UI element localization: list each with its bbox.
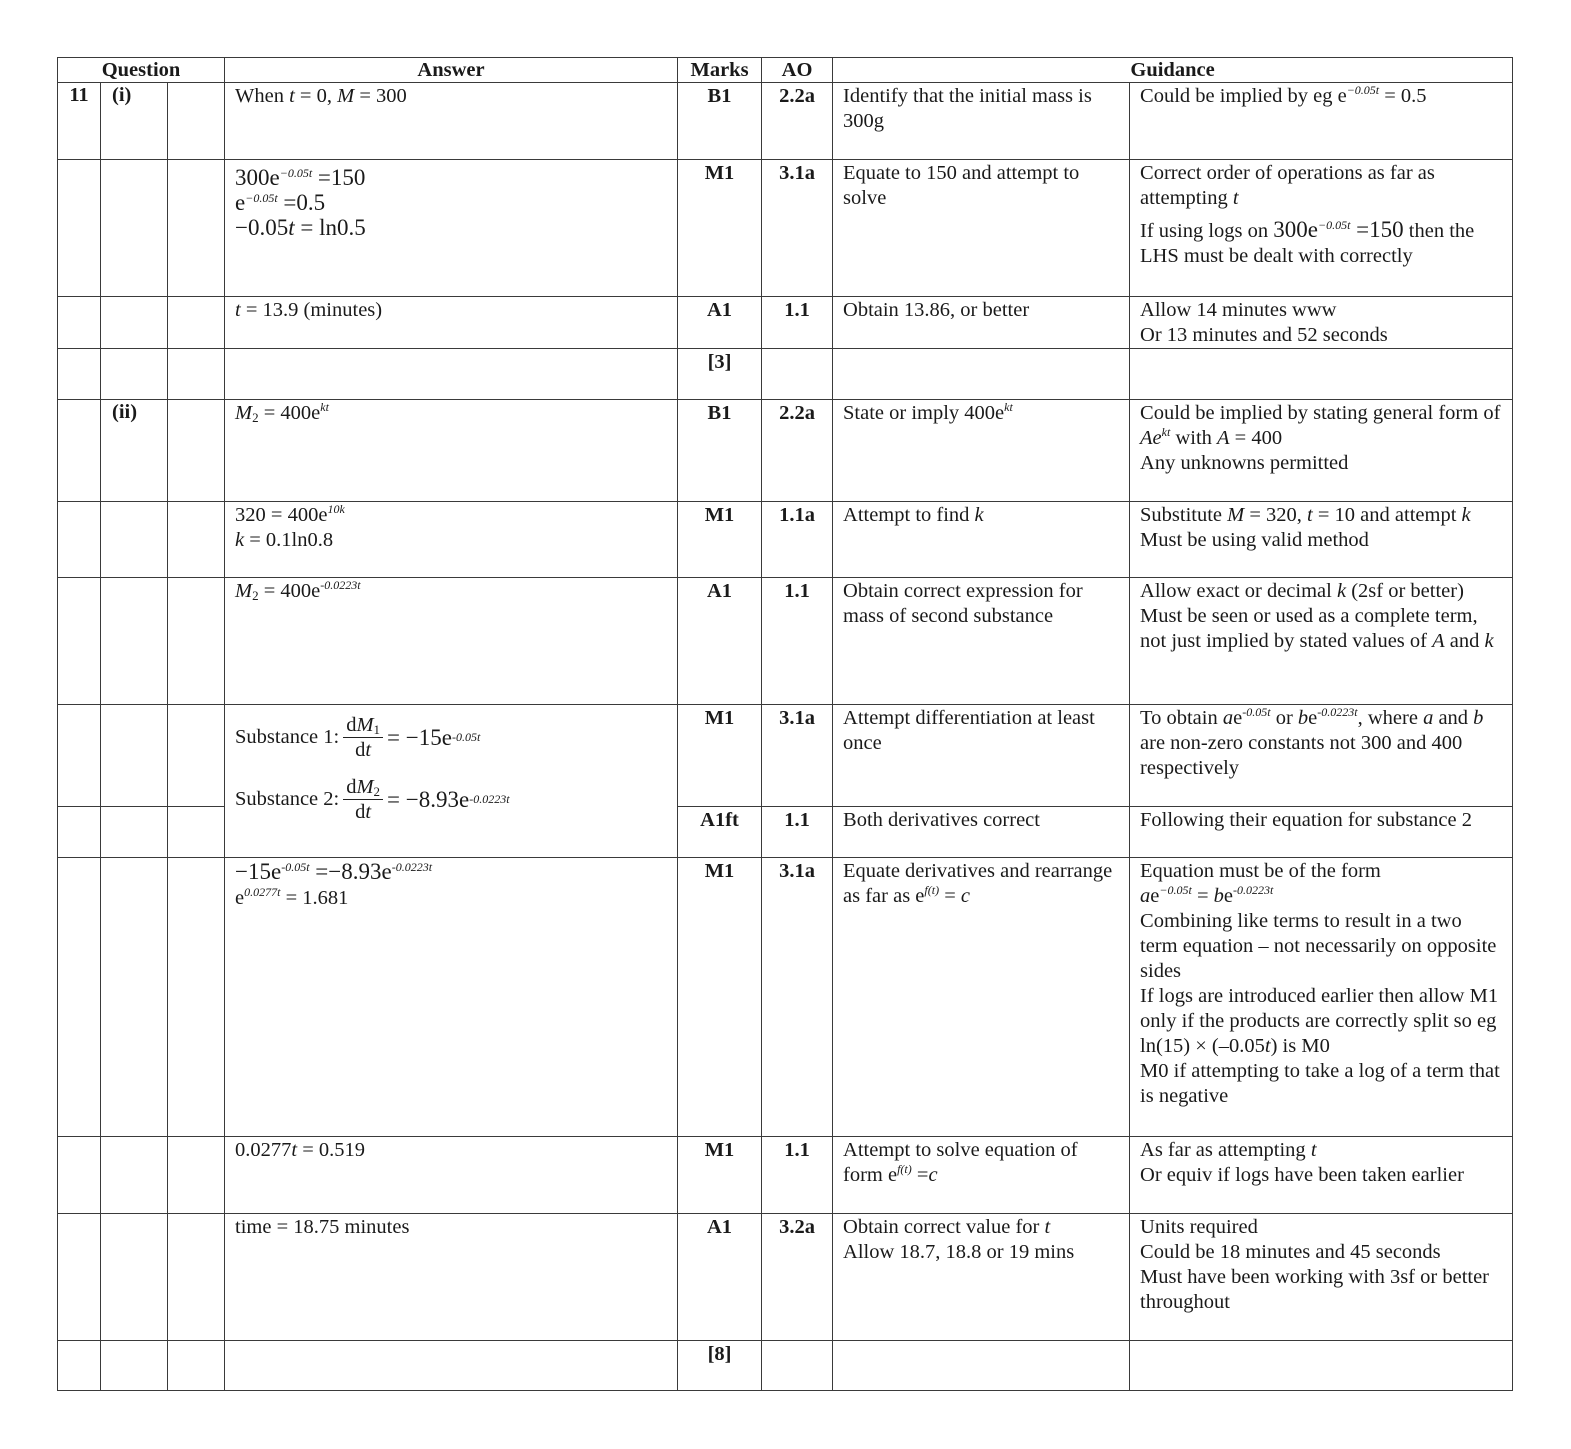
header-question: Question [58, 58, 225, 83]
header-guidance: Guidance [833, 58, 1513, 83]
guidance-cell: Obtain correct expression for mass of second substance [833, 578, 1130, 705]
mark-cell: A1 [678, 297, 762, 349]
guidance-cell: Attempt differentiation at least once [833, 705, 1130, 807]
table-row [58, 297, 1513, 349]
header-answer: Answer [225, 58, 678, 83]
derivatives-answer-cell [225, 705, 678, 858]
ao-cell: 2.2a [762, 400, 833, 502]
guidance-note-cell: To obtain $ae^{-0.05t}$ or $be^{-0.0223t}$, where a and b are non-zero constants not 300 and 400 respectively [1130, 705, 1513, 807]
table-row [58, 1137, 1513, 1214]
ao-cell: 1.1 [762, 1137, 833, 1214]
ao-cell: 1.1 [762, 578, 833, 705]
total-marks: [8] [678, 1341, 762, 1391]
guidance-note-cell: Could be implied by stating general form of $Ae^{kt}$ with A = 400 Any unknowns permitted [1130, 400, 1513, 502]
header-marks: Marks [678, 58, 762, 83]
guidance-note-cell: Equation must be of the form $ae^{-0.05t} = be^{-0.0223t}$ Combining like terms to result in a two term equation – not necessarily on opposite sides If logs are introduced earlier then allow M1 only if the products are correctly split so eg ln(15) × (–0.05t) is M0 M0 if attempting to take a log of a term that is negative [1130, 858, 1513, 1137]
guidance-cell: Obtain correct value for t Allow 18.7, 18.8 or 19 mins [833, 1214, 1130, 1341]
answer-cell: When t = 0, M = 300 [225, 83, 678, 160]
guidance-cell: Equate to 150 and attempt to solve [833, 160, 1130, 297]
mark-cell: M1 [678, 1137, 762, 1214]
total-marks: [3] [678, 349, 762, 400]
part-label: (i) [101, 83, 168, 160]
guidance-cell: Equate derivatives and rearrange as far as $e^{f(t)} = c$ [833, 858, 1130, 1137]
ao-cell: 1.1a [762, 502, 833, 578]
answer-cell: 0.0277t = 0.519 [225, 1137, 678, 1214]
question-number: 11 [58, 83, 101, 160]
total-row [58, 349, 1513, 400]
table-row [58, 502, 1513, 578]
guidance-note-cell: Could be implied by eg $e^{-0.05t} = 0.5$ [1130, 83, 1513, 160]
ao-cell: 2.2a [762, 83, 833, 160]
answer-cell: t = 13.9 (minutes) [225, 297, 678, 349]
guidance-cell: State or imply $400e^{kt}$ [833, 400, 1130, 502]
guidance-cell: Both derivatives correct [833, 807, 1130, 858]
mark-cell: M1 [678, 858, 762, 1137]
guidance-note-cell: Allow exact or decimal k (2sf or better) Must be seen or used as a complete term, not just implied by stated values of A and k [1130, 578, 1513, 705]
guidance-note-cell: As far as attempting t Or equiv if logs have been taken earlier [1130, 1137, 1513, 1214]
table-row [58, 578, 1513, 705]
table-row [58, 858, 1513, 1137]
answer-cell: $M_2 = 400e^{kt}$ [225, 400, 678, 502]
table-row [58, 160, 1513, 297]
guidance-note-cell: Correct order of operations as far as attempting t If using logs on $300e^{-0.05t} =150$ then the LHS must be dealt with correctly [1130, 160, 1513, 297]
answer-cell: time = 18.75 minutes [225, 1214, 678, 1341]
mark-cell: B1 [678, 400, 762, 502]
derivative-substance-1: Substance 1: $\frac{dM_1}{dt}$ = −15e -0.05t [235, 713, 481, 761]
table-row [58, 400, 1513, 502]
mark-cell: A1ft [678, 807, 762, 858]
answer-cell: $300e^{-0.05t} =150$ $e^{-0.05t} =0.5$ −0.05t = ln0.5 [225, 160, 678, 297]
ao-cell: 3.2a [762, 1214, 833, 1341]
derivative-substance-2: Substance 2: $\frac{dM_2}{dt}$ = −8.93e -0.0223t [235, 775, 510, 823]
table-row [58, 83, 1513, 160]
mark-cell: A1 [678, 1214, 762, 1341]
answer-cell: $-15e^{-0.05t} =-8.93e^{-0.0223t}$ $e^{0.0277t} = 1.681$ [225, 858, 678, 1137]
guidance-note-cell: Following their equation for substance 2 [1130, 807, 1513, 858]
guidance-cell: Attempt to solve equation of form $e^{f(t)} =c$ [833, 1137, 1130, 1214]
answer-cell: $320 = 400e^{10k}$ k = 0.1ln0.8 [225, 502, 678, 578]
mark-cell: B1 [678, 83, 762, 160]
ao-cell: 1.1 [762, 297, 833, 349]
total-row [58, 1341, 1513, 1391]
guidance-note-cell: Units required Could be 18 minutes and 45 seconds Must have been working with 3sf or better throughout [1130, 1214, 1513, 1341]
table-row [58, 1214, 1513, 1341]
mark-cell: A1 [678, 578, 762, 705]
ao-cell: 1.1 [762, 807, 833, 858]
guidance-note-cell: Substitute M = 320, t = 10 and attempt k Must be using valid method [1130, 502, 1513, 578]
mark-cell: M1 [678, 502, 762, 578]
mark-cell: M1 [678, 705, 762, 807]
guidance-cell: Obtain 13.86, or better [833, 297, 1130, 349]
mark-scheme-table [57, 57, 1513, 1391]
guidance-note-cell: Allow 14 minutes www Or 13 minutes and 52 seconds [1130, 297, 1513, 349]
table-row [58, 705, 1513, 807]
guidance-cell: Identify that the initial mass is 300g [833, 83, 1130, 160]
mark-cell: M1 [678, 160, 762, 297]
ao-cell: 3.1a [762, 160, 833, 297]
part-label: (ii) [101, 400, 168, 502]
answer-cell: $M_2 = 400e^{-0.0223t}$ [225, 578, 678, 705]
header-row [58, 58, 1513, 83]
header-ao: AO [762, 58, 833, 83]
ao-cell: 3.1a [762, 705, 833, 807]
guidance-cell: Attempt to find k [833, 502, 1130, 578]
ao-cell: 3.1a [762, 858, 833, 1137]
